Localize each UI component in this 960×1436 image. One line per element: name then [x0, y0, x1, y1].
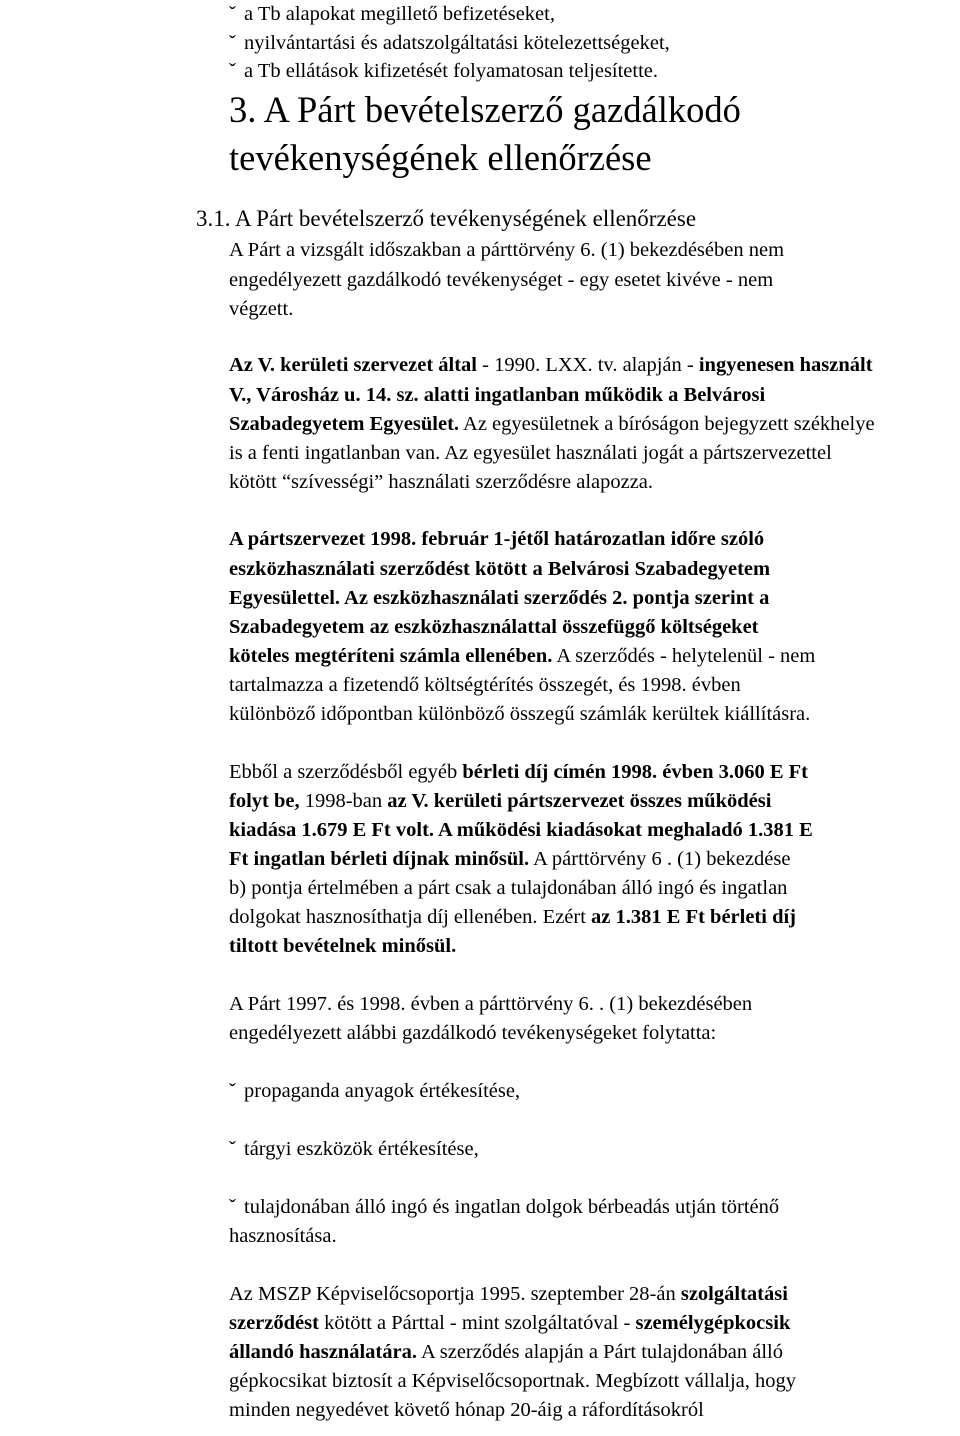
- bullet-continuation: hasznosítása.: [229, 1225, 337, 1247]
- paragraph-line: Szabadegyetem Egyesület. Az egyesületnek a bíróságon bejegyzett székhelye: [229, 413, 875, 435]
- paragraph-line: gépkocsikat biztosít a Képviselőcsoportnak. Megbízott vállalja, hogy: [229, 1370, 797, 1392]
- bullet-item: ˇ a Tb alapokat megillető befizetéseket,: [229, 3, 555, 25]
- bullet-mark: ˇ: [229, 32, 236, 54]
- paragraph-line: Ft ingatlan bérleti díjnak minősül. A párttörvény 6 . (1) bekezdése: [229, 848, 791, 870]
- paragraph-line: A Párt a vizsgált időszakban a párttörvény 6. (1) bekezdésében nem: [229, 239, 785, 261]
- paragraph-line: Ebből a szerződésből egyéb bérleti díj címén 1998. évben 3.060 E Ft: [229, 761, 808, 783]
- bullet-item: ˇ nyilvántartási és adatszolgáltatási kötelezettségeket,: [229, 32, 670, 54]
- paragraph-line: engedélyezett gazdálkodó tevékenységet - egy esetet kivéve - nem: [229, 269, 774, 291]
- paragraph-line: is a fenti ingatlanban van. Az egyesület használati jogát a pártszervezettel: [229, 442, 832, 464]
- paragraph-line: Egyesülettel. Az eszközhasználati szerződés 2. pontja szerint a: [229, 587, 770, 609]
- paragraph-line: Szabadegyetem az eszközhasználattal összefüggő költségeket: [229, 616, 759, 638]
- subsection-heading: 3.1. A Párt bevételszerző tevékenységének ellenőrzése: [196, 206, 697, 231]
- bullet-mark: ˇ: [229, 1196, 236, 1218]
- paragraph-line: kiadása 1.679 E Ft volt. A működési kiadásokat meghaladó 1.381 E: [229, 819, 813, 841]
- paragraph-line: folyt be, 1998-ban az V. kerületi pártszervezet összes működési: [229, 790, 772, 812]
- paragraph-line: tiltott bevételnek minősül.: [229, 935, 457, 957]
- paragraph-line: köteles megtéríteni számla ellenében. A szerződés - helytelenül - nem: [229, 645, 816, 667]
- bullet-mark: ˇ: [229, 60, 236, 82]
- section-heading-line2: tevékenységének ellenőrzése: [229, 137, 652, 178]
- paragraph-line: Az MSZP Képviselőcsoportja 1995. szeptember 28-án szolgáltatási: [229, 1283, 788, 1305]
- paragraph-line: tartalmazza a fizetendő költségtérítés összegét, és 1998. évben: [229, 674, 741, 696]
- paragraph-line: végzett.: [229, 298, 294, 320]
- paragraph-line: b) pontja értelmében a párt csak a tulajdonában álló ingó és ingatlan: [229, 877, 788, 899]
- paragraph-line: Az V. kerületi szervezet által - 1990. LXX. tv. alapján - ingyenesen használt: [229, 354, 873, 376]
- paragraph-line: kötött “szívességi” használati szerződésre alapozza.: [229, 471, 654, 493]
- bullet-mark: ˇ: [229, 1080, 236, 1102]
- paragraph-line: különböző időpontban különböző összegű számlák kerültek kiállításra.: [229, 703, 811, 725]
- paragraph-line: minden negyedévet követő hónap 20-áig a ráfordításokról: [229, 1399, 704, 1421]
- bullet-item: ˇ a Tb ellátások kifizetését folyamatosan teljesítette.: [229, 60, 659, 82]
- paragraph-line: A pártszervezet 1998. február 1-jétől határozatlan időre szóló: [229, 528, 765, 550]
- paragraph-line: eszközhasználati szerződést kötött a Belvárosi Szabadegyetem: [229, 558, 771, 580]
- paragraph-line: engedélyezett alábbi gazdálkodó tevékenységeket folytatta:: [229, 1022, 717, 1044]
- bullet-item: ˇ tárgyi eszközök értékesítése,: [229, 1138, 479, 1160]
- paragraph-line: állandó használatára. A szerződés alapján a Párt tulajdonában álló: [229, 1341, 783, 1363]
- paragraph-line: A Párt 1997. és 1998. évben a párttörvény 6. . (1) bekezdésében: [229, 993, 753, 1015]
- bullet-item: ˇ tulajdonában álló ingó és ingatlan dolgok bérbeadás utján történő: [229, 1196, 780, 1218]
- bullet-mark: ˇ: [229, 3, 236, 25]
- paragraph-line: V., Városház u. 14. sz. alatti ingatlanban működik a Belvárosi: [229, 384, 766, 406]
- bullet-item: ˇ propaganda anyagok értékesítése,: [229, 1080, 521, 1102]
- bullet-mark: ˇ: [229, 1138, 236, 1160]
- paragraph-line: dolgokat hasznosíthatja díj ellenében. Ezért az 1.381 E Ft bérleti díj: [229, 906, 797, 928]
- paragraph-line: szerződést kötött a Párttal - mint szolgáltatóval - személygépkocsik: [229, 1312, 791, 1334]
- section-heading-line1: 3. A Párt bevételszerző gazdálkodó: [229, 89, 741, 130]
